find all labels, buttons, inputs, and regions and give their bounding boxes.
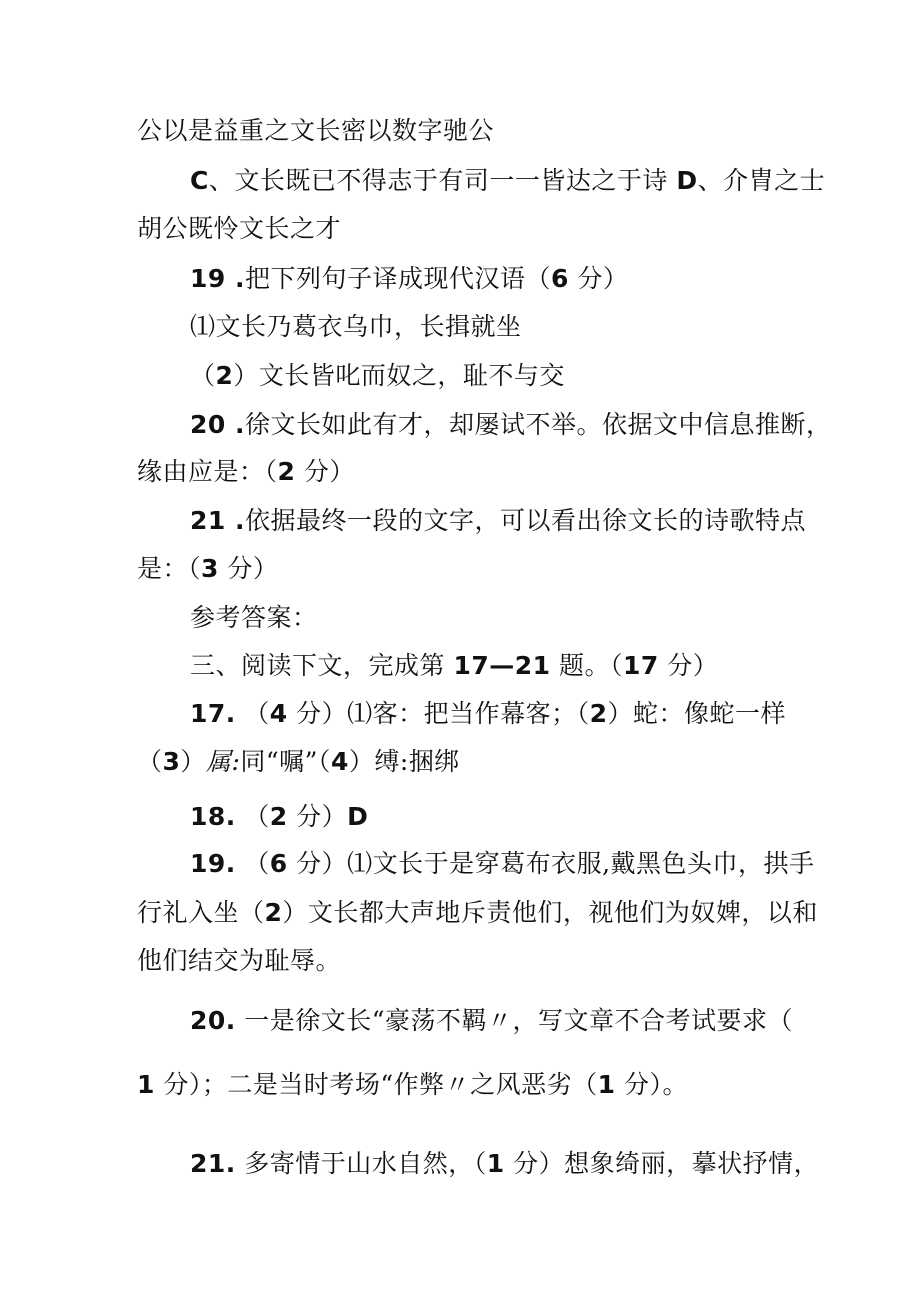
text-run: 2 [277,457,296,486]
answers-heading [190,603,318,633]
text-line [137,457,355,487]
text-run: 20. [190,1006,236,1035]
text-run: 1 [486,1149,505,1178]
text-run: 多寄情于山水自然，（ [235,1149,487,1178]
text-run: 分）。 [615,1070,688,1099]
text-run: 一是徐文长“豪荡不羁〃，写文章不合考试要求（ [235,1006,794,1035]
text-run: 同“嘱”（ [240,747,331,776]
text-run: ）文长皆叱而奴之，耻不与交 [233,361,565,390]
text-run: 缘由应是：（ [137,457,278,486]
text-run: 6 [269,849,288,878]
text-run: ） [180,747,206,776]
answer-17 [190,699,786,729]
answer-19 [190,849,815,879]
text-run: 分） [287,802,348,831]
text-run: 分） [658,651,719,680]
text-run: （ [235,802,270,831]
text-run: 三、阅读下文，完成第 [190,651,454,680]
text-run: 2 [269,802,288,831]
text-run: 公以是益重之文长密以数字驰公 [137,116,495,145]
text-run: （ [235,699,270,728]
text-line [137,1070,688,1100]
text-run: 1 [597,1070,616,1099]
question-21 [190,506,806,536]
text-run: 、介胄之士 [697,166,826,195]
text-run: 依据最终一段的文字，可以看出徐文长的诗歌特点 [245,506,807,535]
text-line [137,747,460,777]
text-run: 分）想象绮丽，摹状抒情， [504,1149,820,1178]
text-line [137,946,341,976]
text-run: 17 [623,651,659,680]
text-run: 分）⑴客：把当作幕客；（ [287,699,590,728]
text-run: 2 [589,699,608,728]
text-run: 分） [218,554,279,583]
text-run: 17. [190,699,236,728]
answer-20 [190,1006,793,1036]
text-run: 把下列句子译成现代汉语（ [245,264,552,293]
text-run: 20 . [190,410,245,439]
text-run: 2 [264,898,283,927]
text-run: 3 [201,554,219,583]
text-run: 1 [137,1070,155,1099]
text-run: 分） [295,457,355,486]
text-line [190,312,522,342]
section-heading [190,651,718,681]
text-line [137,116,494,146]
text-run: 19 . [190,264,245,293]
text-run: D [676,166,698,195]
text-run: 题。（ [550,651,623,680]
text-run: D [347,802,369,831]
text-run: 行礼入坐（ [137,898,265,927]
text-run: 属: [205,747,241,776]
text-run: 6 [551,264,569,293]
text-run: C [190,166,209,195]
text-run: ⑴文长乃葛衣乌巾，长揖就坐 [190,312,522,341]
text-run: 3 [162,747,181,776]
text-run: 他们结交为耻辱。 [137,946,342,975]
text-line [190,361,565,391]
text-run: 分）；二是当时考场“作弊〃之风恶劣（ [154,1070,598,1099]
text-run: 4 [269,699,288,728]
text-run: 是：（ [137,554,202,583]
text-run: 胡公既怜文长之才 [137,214,342,243]
text-run: 徐文长如此有才，却屡试不举。依据文中信息推断， [245,410,832,439]
text-run: 分） [568,264,629,293]
text-run: （ [137,747,163,776]
text-run: ）缚:捆绑 [348,747,460,776]
answer-21 [190,1149,819,1179]
text-run: 参考答案： [190,603,318,632]
text-run: 、文长既已不得志于有司一一皆达之于诗 [208,166,677,195]
text-run: 17—21 [453,651,551,680]
text-run: （ [235,849,270,878]
text-line [190,166,825,196]
answer-18 [190,802,368,832]
text-run: 2 [215,361,234,390]
question-19 [190,264,628,294]
text-run: 21. [190,1149,236,1178]
text-run: ）蛇：像蛇一样 [607,699,787,728]
question-20 [190,410,832,440]
text-run: 分）⑴文长于是穿葛布衣服,戴黑色头巾，拱手 [287,849,815,878]
text-run: 19. [190,849,236,878]
text-run: 4 [330,747,349,776]
text-run: （ [190,361,216,390]
text-run: 18. [190,802,236,831]
text-run: 21 . [190,506,245,535]
text-line [137,214,341,244]
text-line [137,554,278,584]
text-run: ）文长都大声地斥责他们，视他们为奴婢，以和 [282,898,818,927]
text-line [137,898,818,928]
